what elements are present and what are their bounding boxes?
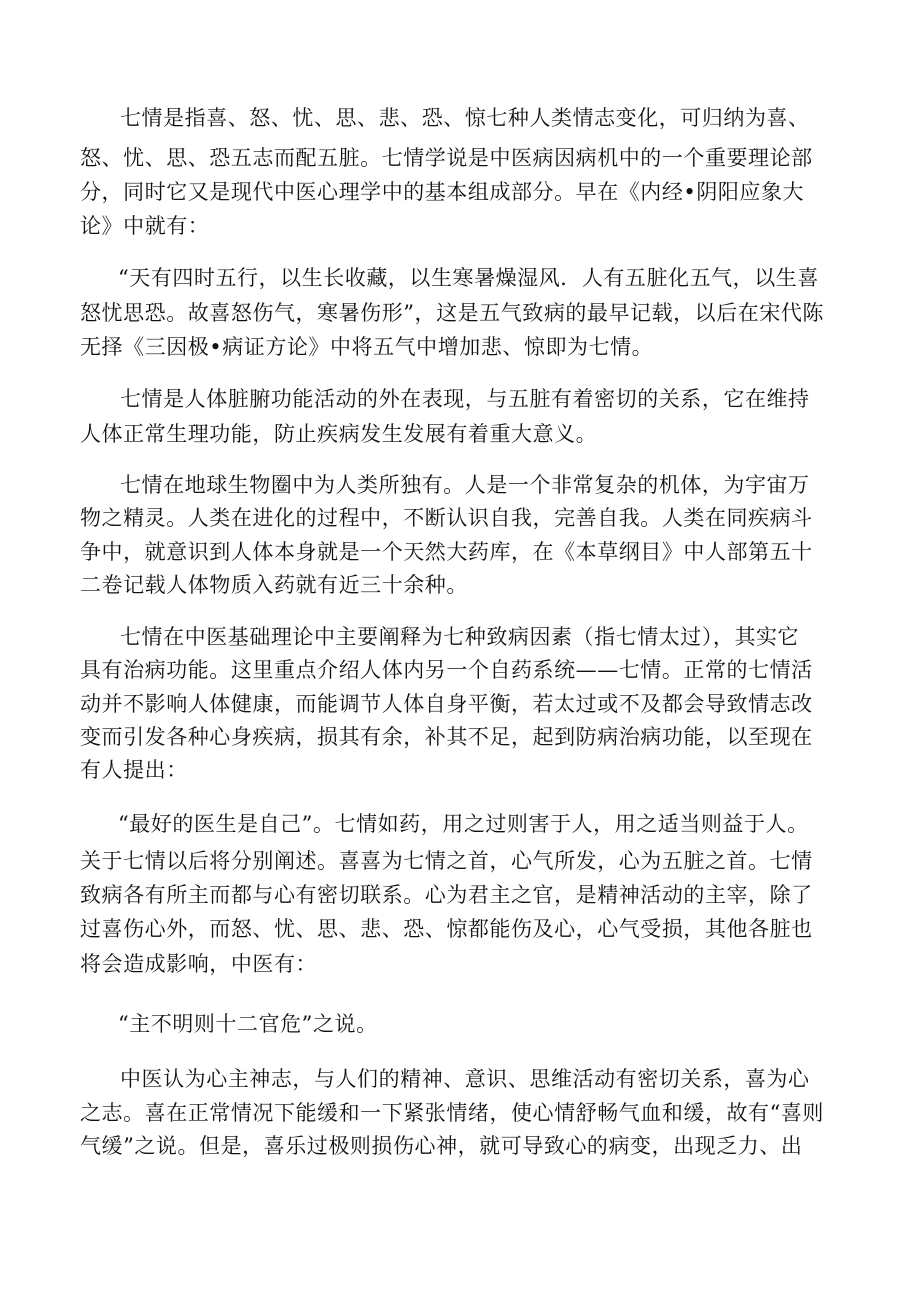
paragraph-6-line-2: 关于七情以后将分别阐述。喜喜为七情之首，心气所发，心为五脏之首。七情 — [80, 849, 813, 873]
paragraph-1-line-3: 分，同时它又是现代中医心理学中的基本组成部分。早在《内经•阴阳应象大 — [80, 180, 805, 204]
paragraph-4-line-2: 物之精灵。人类在进化的过程中，不断认识自我，完善自我。人类在同疾病斗 — [80, 506, 813, 530]
paragraph-6-line-4: 过喜伤心外，而怒、忧、思、悲、恐、惊都能伤及心，心气受损，其他各脏也 — [80, 917, 813, 941]
paragraph-1-line-4: 论》中就有： — [80, 214, 210, 238]
paragraph-3-line-1: 七情是人体脏腑功能活动的外在表现，与五脏有着密切的关系，它在维持 — [120, 387, 810, 411]
paragraph-1-line-2: 怒、忧、思、恐五志而配五脏。七情学说是中医病因病机中的一个重要理论部 — [80, 146, 813, 170]
paragraph-2-line-2: 怒忧思恐。故喜怒伤气，寒暑伤形”，这是五气致病的最早记载，以后在宋代陈 — [80, 301, 824, 325]
paragraph-6-line-1: “最好的医生是自己”。七情如药，用之过则害于人，用之适当则益于人。 — [118, 812, 809, 836]
paragraph-2-line-1: “天有四时五行，以生长收藏，以生寒暑燥湿风．人有五脏化五气，以生喜 — [118, 266, 819, 290]
paragraph-4-line-3: 争中，就意识到人体本身就是一个天然大药库，在《本草纲目》中人部第五十 — [80, 540, 813, 564]
paragraph-6-line-5: 将会造成影响，中医有： — [80, 952, 318, 976]
paragraph-4-line-4: 二卷记载人体物质入药就有近三十余种。 — [80, 573, 468, 597]
paragraph-3-line-2: 人体正常生理功能，防止疾病发生发展有着重大意义。 — [80, 422, 598, 446]
paragraph-5-line-5: 有人提出： — [80, 758, 188, 782]
paragraph-8-line-3: 气缓”之说。但是，喜乐过极则损伤心神，就可导致心的病变，出现乏力、出 — [80, 1134, 803, 1158]
paragraph-8-line-1: 中医认为心主神志，与人们的精神、意识、思维活动有密切关系，喜为心 — [120, 1067, 810, 1091]
paragraph-8-line-2: 之志。喜在正常情况下能缓和一下紧张情绪，使心情舒畅气血和缓，故有“喜则 — [80, 1101, 824, 1125]
paragraph-2-line-3: 无择《三因极•病证方论》中将五气中增加悲、惊即为七情。 — [80, 335, 654, 359]
paragraph-5-line-1: 七情在中医基础理论中主要阐释为七种致病因素（指七情太过），其实它 — [120, 625, 800, 649]
paragraph-1-line-1: 七情是指喜、怒、忧、思、悲、恐、惊七种人类情志变化，可归纳为喜、 — [120, 106, 810, 130]
paragraph-5-line-2: 具有治病功能。这里重点介绍人体内另一个自药系统——七情。正常的七情活 — [80, 658, 813, 682]
paragraph-5-line-3: 动并不影响人体健康，而能调节人体自身平衡，若太过或不及都会导致情志改 — [80, 692, 813, 716]
paragraph-5-line-4: 变而引发各种心身疾病，损其有余，补其不足，起到防病治病功能，以至现在 — [80, 725, 813, 749]
paragraph-6-line-3: 致病各有所主而都与心有密切联系。心为君主之官，是精神活动的主宰，除了 — [80, 883, 813, 907]
paragraph-7-line-1: “主不明则十二官危”之说。 — [118, 1012, 378, 1036]
paragraph-4-line-1: 七情在地球生物圈中为人类所独有。人是一个非常复杂的机体，为宇宙万 — [120, 473, 810, 497]
